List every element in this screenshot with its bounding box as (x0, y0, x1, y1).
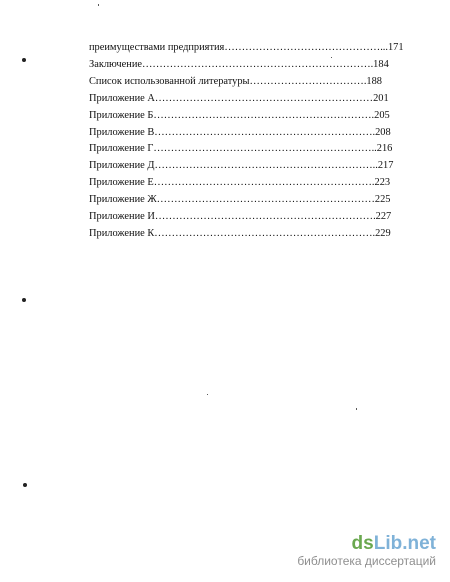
scan-speck (23, 483, 27, 487)
toc-entry-appendix-g: Приложение Г………………………………………………………..216 (89, 143, 393, 154)
logo-ds: ds (351, 533, 374, 554)
scan-speck (356, 408, 357, 410)
scan-speck (207, 394, 208, 395)
dslib-caption: библиотека диссертаций (297, 554, 436, 568)
toc-entry-appendix-zh: Приложение Ж………………………………………………………225 (89, 194, 391, 205)
scan-speck (22, 298, 26, 302)
scan-speck (22, 58, 26, 62)
toc-entry-appendix-e: Приложение Е……………………………………………………….223 (89, 177, 391, 188)
logo-lib: Lib.net (373, 533, 436, 554)
toc-entry-appendix-v: Приложение В……………………………………………………….208 (89, 127, 391, 138)
dslib-logo (297, 534, 436, 554)
toc-entry-appendix-k: Приложение К……………………………………………………….229 (89, 228, 391, 239)
toc-entry-continuation: преимуществами предприятия………………………………………...171 (89, 42, 404, 53)
scan-speck (98, 4, 99, 6)
toc-entry-conclusion: Заключение………………………………………………………….184 (89, 59, 389, 70)
toc-entry-appendix-a: Приложение А………………………………………………………201 (89, 93, 389, 104)
toc-entry-references: Список использованной литературы…………………………….188 (89, 76, 383, 87)
toc-entry-appendix-i: Приложение И……………………………………………………….227 (89, 211, 392, 222)
toc-entry-appendix-b: Приложение Б……………………………………………………….205 (89, 110, 390, 121)
toc-entry-appendix-d: Приложение Д………………………………………………………..217 (89, 160, 394, 171)
dslib-watermark (297, 534, 436, 568)
scan-speck (331, 57, 332, 58)
